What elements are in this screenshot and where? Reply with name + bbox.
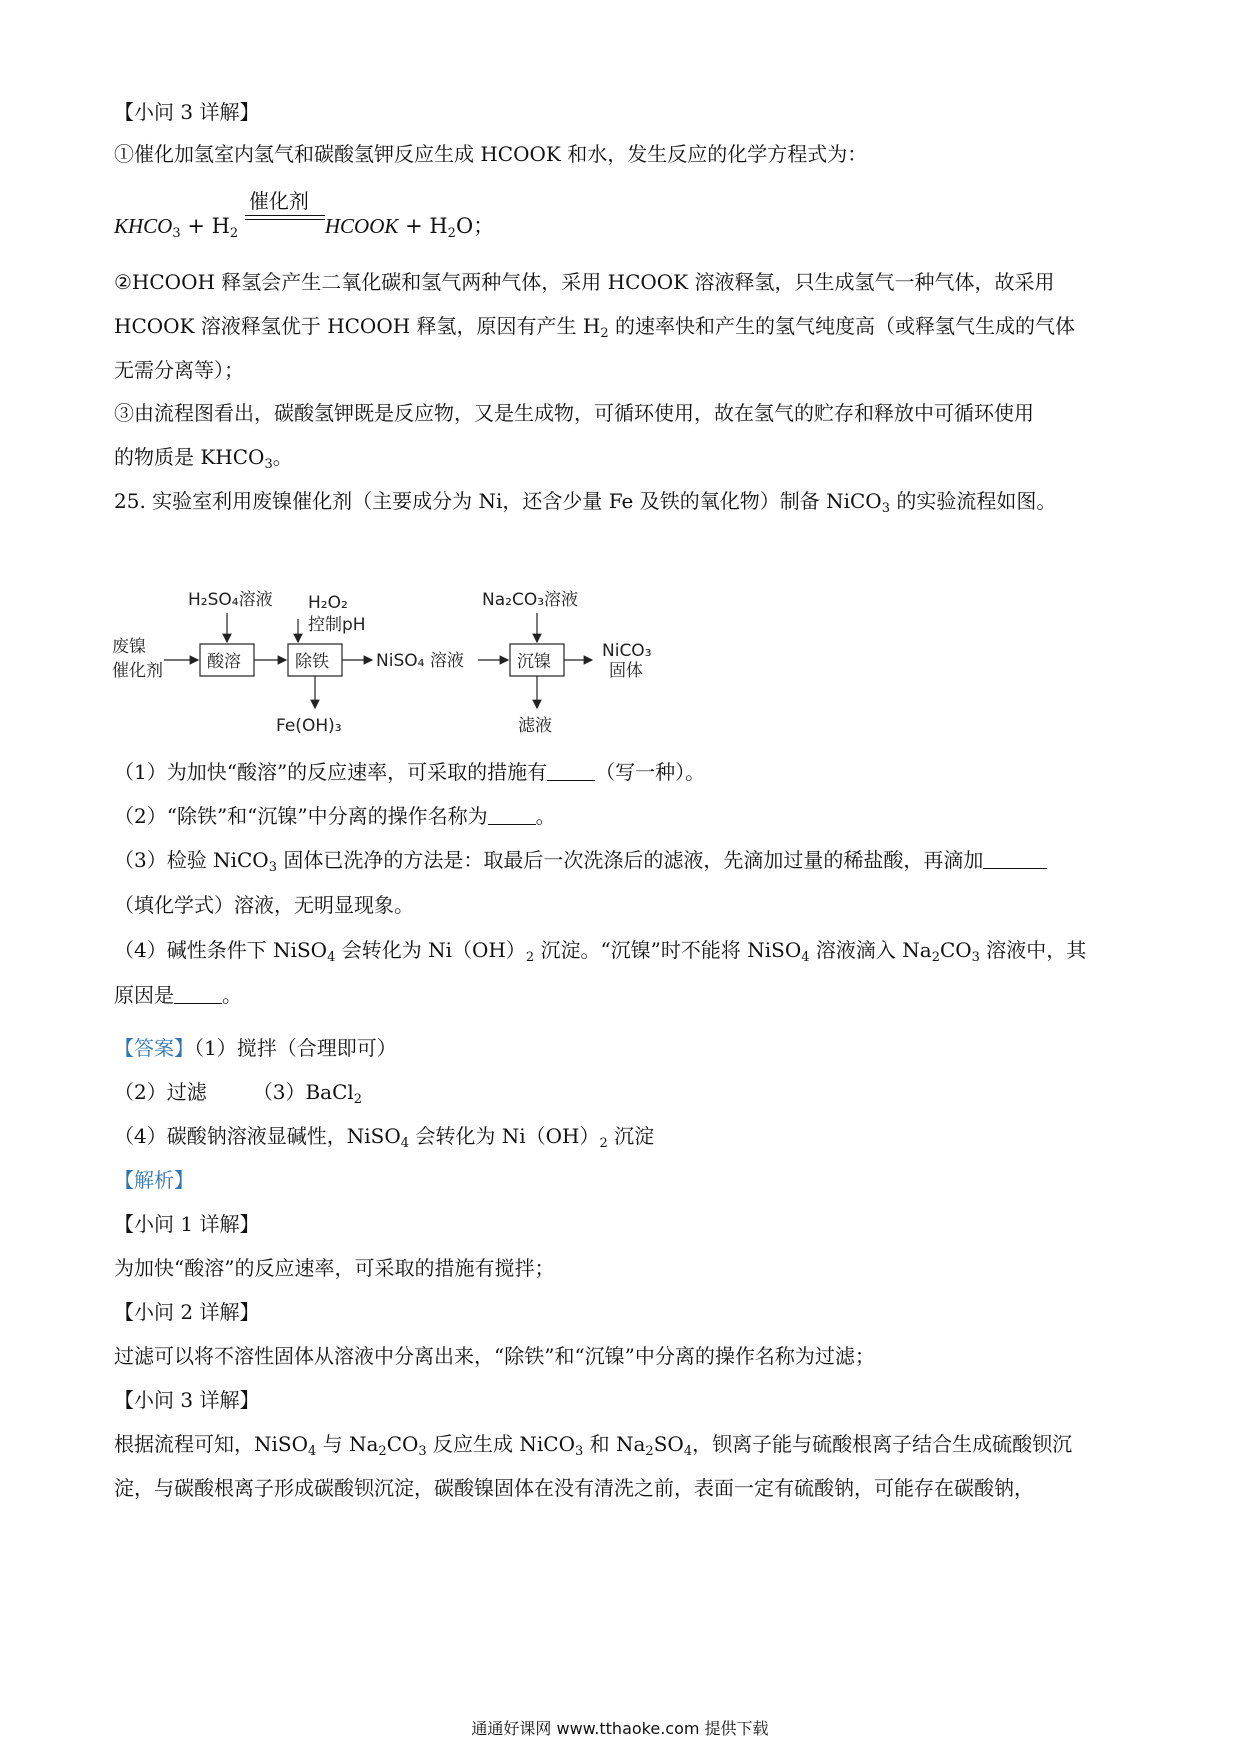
text-span: （2）过滤 <box>114 1080 207 1104</box>
text-line: 过滤可以将不溶性固体从溶液中分离出来，“除铁”和“沉镍”中分离的操作名称为过滤； <box>114 1344 875 1368</box>
text-span: （1）为加快“酸溶”的反应速率，可采取的措施有 <box>114 760 548 784</box>
text-span: （3）BaCl <box>252 1080 354 1104</box>
answer-blank <box>547 762 595 781</box>
question-2 <box>114 802 556 830</box>
flow-feed: 催化剂 <box>112 661 163 681</box>
flow-reagent: H₂O₂ <box>308 593 348 613</box>
flow-box-label: 酸溶 <box>207 652 241 672</box>
process-flow-diagram <box>108 583 688 743</box>
eq-reactant: KHCO <box>114 214 173 238</box>
text-span: 反应生成 NiCO <box>426 1432 575 1456</box>
text-span: （3）检验 NiCO <box>114 848 269 872</box>
page-footer: 通通好课网 www.tthaoke.com 提供下载 <box>471 1719 769 1738</box>
question-4-line2 <box>114 981 242 1009</box>
catalyst-label: 催化剂 <box>248 189 309 213</box>
flow-box-label: 沉镍 <box>517 652 551 672</box>
text-line: HCOOK 溶液释氢优于 HCOOH 释氢，原因有产生 $H_2$ 的速率快和产生的氢气纯度高（或释氢气生成的气体 <box>114 314 1075 341</box>
text-span: HCOOK 溶液释氢优于 HCOOH 释氢，原因有产生 H <box>114 314 601 338</box>
text-span: 与 Na <box>316 1432 379 1456</box>
question-1 <box>114 758 705 786</box>
text-span: CO <box>386 1432 419 1456</box>
chemical-equation: $KHCO_3 + H_2$ 催化剂 HCOOK + $H_2O$； <box>114 205 494 240</box>
flow-product: 固体 <box>609 661 643 681</box>
text-span: 沉淀。“沉镍”时不能将 NiSO <box>534 938 802 962</box>
section-header: 【小问 1 详解】 <box>114 1212 260 1236</box>
text-span: 。 <box>222 983 242 1007</box>
text-span: 25. 实验室利用废镍催化剂（主要成分为 Ni，还含少量 Fe 及铁的氧化物）制备 NiCO <box>114 489 882 513</box>
answer-blank <box>983 850 1047 869</box>
text-line: 的物质是 $KHCO_3$。 <box>114 445 293 472</box>
answer-line-2: （2）过滤 （3）BaCl$_2$ <box>114 1080 363 1107</box>
answer-blank <box>488 806 536 825</box>
answer-tag: 【答案】 <box>114 1036 194 1060</box>
flow-box-label: 除铁 <box>295 652 329 672</box>
text-span: 原因是 <box>114 983 174 1007</box>
eq-plus: + H <box>398 214 448 238</box>
text-span: 溶液中，其 <box>979 938 1087 962</box>
answer-blank <box>174 985 222 1004</box>
text-line: ①催化加氢室内氢气和碳酸氢钾反应生成 HCOOK 和水，发生反应的化学方程式为： <box>114 142 868 166</box>
question-3: （3）检验 NiCO$_3$ 固体已洗净的方法是：取最后一次洗涤后的滤液，先滴加过量的稀盐酸，再滴加 <box>114 846 1047 874</box>
question-3-line2: （填化学式）溶液，无明显现象。 <box>114 893 414 917</box>
text-span: 的实验流程如图。 <box>890 489 1057 513</box>
eq-semicolon: ； <box>473 214 495 238</box>
eq-water: O <box>455 214 474 238</box>
text-span: 。 <box>535 804 556 828</box>
flow-reagent: 控制pH <box>308 615 366 635</box>
section-header: 【小问 3 详解】 <box>114 1388 260 1412</box>
text-span: 的速率快和产生的氢气纯度高（或释氢气生成的气体 <box>608 314 1075 338</box>
question-4: （4）碱性条件下 NiSO$_4$ 会转化为 $Ni(OH)_2$ 沉淀。“沉镍”时不能将 NiSO$_4$ 溶液滴入 $Na_2CO_3$ 溶液中，其 <box>114 938 1087 965</box>
text-span: 和 Na <box>583 1432 646 1456</box>
catalyst-arrow <box>245 189 325 235</box>
text-span: 会转化为 Ni（OH） <box>335 938 526 962</box>
flow-byproduct: 滤液 <box>518 716 552 736</box>
flow-feed: 废镍 <box>112 637 146 657</box>
text-span: 根据流程可知，NiSO <box>114 1432 308 1456</box>
question-25-stem: 25. 实验室利用废镍催化剂（主要成分为 Ni，还含少量 Fe 及铁的氧化物）制备 NiCO$_3$ 的实验流程如图。 <box>114 489 1057 516</box>
section-header: 【小问 2 详解】 <box>114 1300 260 1324</box>
section-header-q3-detail: 【小问 3 详解】 <box>114 100 260 124</box>
text-line: 根据流程可知，NiSO$_4$ 与 $Na_2CO_3$ 反应生成 NiCO$_3$ 和 $Na_2SO_4$，钡离子能与硫酸根离子结合生成硫酸钡沉 <box>114 1432 1073 1459</box>
text-line: 淀，与碳酸根离子形成碳酸钡沉淀，碳酸镍固体在没有清洗之前，表面一定有硫酸钠，可能存在碳酸钠， <box>114 1476 1034 1500</box>
text-line: ②HCOOH 释氢会产生二氧化碳和氢气两种气体，采用 HCOOK 溶液释氢，只生成氢气一种气体，故采用 <box>114 270 1055 294</box>
text-span: 固体已洗净的方法是：取最后一次洗涤后的滤液，先滴加过量的稀盐酸，再滴加 <box>276 848 984 872</box>
eq-product: HCOOK <box>324 214 399 238</box>
flow-reagent: H₂SO₄溶液 <box>188 590 273 610</box>
text-span: （4）碱性条件下 NiSO <box>114 938 328 962</box>
text-line: 无需分离等）； <box>114 358 244 382</box>
text-span: 会转化为 Ni（OH） <box>409 1124 600 1148</box>
answer-line-1 <box>114 1034 397 1062</box>
text-span: （1）搅拌（合理即可） <box>194 1036 397 1060</box>
flow-intermediate: NiSO₄ 溶液 <box>376 651 464 671</box>
text-span: （写一种）。 <box>595 760 706 784</box>
flow-product: NiCO₃ <box>602 641 652 661</box>
text-span: 溶液滴入 Na <box>809 938 932 962</box>
text-span: ，钡离子能与硫酸根离子结合生成硫酸钡沉 <box>692 1432 1073 1456</box>
answer-line-3: （4）碳酸钠溶液显碱性，NiSO$_4$ 会转化为 $Ni(OH)_2$ 沉淀 <box>114 1124 655 1151</box>
text-span: 的物质是 KHCO <box>114 445 265 469</box>
text-span: （4）碳酸钠溶液显碱性，NiSO <box>114 1124 401 1148</box>
analysis-tag: 【解析】 <box>114 1168 194 1192</box>
text-span: 沉淀 <box>607 1124 655 1148</box>
text-span: CO <box>939 938 972 962</box>
flow-byproduct: Fe(OH)₃ <box>276 716 342 736</box>
text-span: SO <box>653 1432 684 1456</box>
text-span: （2）“除铁”和“沉镍”中分离的操作名称为 <box>114 804 488 828</box>
text-line: 为加快“酸溶”的反应速率，可采取的措施有搅拌； <box>114 1256 555 1280</box>
text-line: ③由流程图看出，碳酸氢钾既是反应物，又是生成物，可循环使用，故在氢气的贮存和释放中可循环使用 <box>114 401 1034 425</box>
flow-reagent: Na₂CO₃溶液 <box>482 590 579 610</box>
eq-plus: + H <box>180 214 230 238</box>
text-span: 。 <box>272 445 293 469</box>
